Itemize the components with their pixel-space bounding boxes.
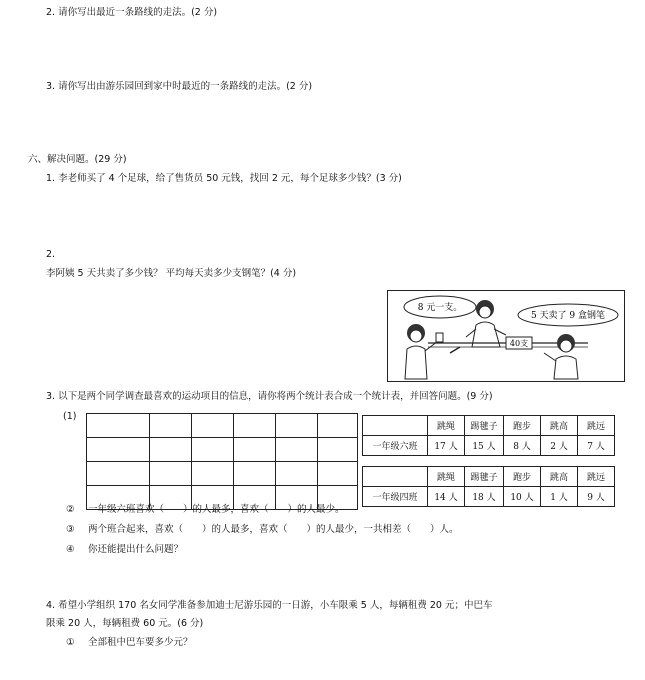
header-cell: 跳绳	[428, 467, 465, 487]
header-cell: 跳高	[541, 467, 578, 487]
section-6-heading: 六、解决问题。(29 分)	[28, 154, 127, 165]
value-cell: 18 人	[465, 487, 504, 507]
class-6-stats-table	[362, 415, 615, 456]
q3-combined: 两个班合起来，喜欢（ ）的人最多，喜欢（ ）的人最少，一共相差（ ）人。	[88, 524, 459, 535]
illustration-drawing	[388, 291, 624, 381]
value-cell: 9 人	[578, 487, 615, 507]
header-cell: 跳绳	[428, 416, 465, 436]
pen-box-label: 40支	[509, 339, 529, 348]
pen-seller-illustration	[387, 290, 625, 382]
q2-mark: ②	[66, 504, 75, 515]
q3-mark: ③	[66, 524, 75, 535]
value-cell: 8 人	[504, 436, 541, 456]
row-label: 一年级六班	[363, 436, 428, 456]
question-2-route: 2. 请你写出最近一条路线的走法。(2 分)	[46, 7, 218, 18]
header-blank	[363, 416, 428, 436]
header-cell: 跳远	[578, 467, 615, 487]
left-bubble-text: 8 元一支。	[417, 303, 463, 313]
problem-3-intro: 3. 以下是两个同学调查最喜欢的运动项目的信息，请你将两个统计表合成一个统计表，并回答问题。(9 分)	[46, 391, 493, 402]
right-boy-body	[554, 356, 578, 379]
question-3-route: 3. 请你写出由游乐园回到家中时最近的一条路线的走法。(2 分)	[46, 81, 313, 92]
problem-1: 1. 李老师买了 4 个足球，给了售货员 50 元钱，找回 2 元，每个足球多少钱？(3 分)	[46, 173, 402, 184]
header-cell: 踢毽子	[465, 416, 504, 436]
header-cell: 跳远	[578, 416, 615, 436]
header-cell: 跳高	[541, 416, 578, 436]
q2-most-least: 一年级六班喜欢（ ）的人最多，喜欢（ ）的人最少。	[88, 504, 345, 515]
problem-2-number: 2.	[46, 249, 56, 260]
value-cell: 7 人	[578, 436, 615, 456]
header-cell: 跑步	[504, 416, 541, 436]
header-blank	[363, 467, 428, 487]
blank-combined-table[interactable]	[86, 413, 358, 510]
value-cell: 14 人	[428, 487, 465, 507]
value-cell: 17 人	[428, 436, 465, 456]
problem-2-text: 李阿姨 5 天共卖了多少钱？ 平均每天卖多少支钢笔？(4 分)	[46, 268, 297, 279]
value-cell: 10 人	[504, 487, 541, 507]
header-cell: 跑步	[504, 467, 541, 487]
right-bubble-text: 5 天卖了 9 盒钢笔	[530, 311, 606, 321]
p4-q1-mark: ①	[66, 637, 75, 648]
value-cell: 1 人	[541, 487, 578, 507]
problem-4-line-1: 4. 希望小学组织 170 名女同学准备参加迪士尼游乐园的一日游，小车限乘 5 人，每辆租费 20 元；中巴车	[46, 600, 493, 611]
class-4-stats-table	[362, 466, 615, 507]
problem-3-sub-1: (1)	[63, 411, 77, 422]
q4-mark: ④	[66, 544, 75, 555]
problem-4-line-2: 限乘 20 人，每辆租费 60 元。(6 分)	[46, 618, 204, 629]
p4-q1-text: 全部租中巴车要多少元？	[88, 637, 193, 648]
left-boy-body	[405, 346, 427, 379]
value-cell: 2 人	[541, 436, 578, 456]
row-label: 一年级四班	[363, 487, 428, 507]
value-cell: 15 人	[465, 436, 504, 456]
q4-own-question: 你还能提出什么问题？	[88, 544, 184, 555]
header-cell: 踢毽子	[465, 467, 504, 487]
